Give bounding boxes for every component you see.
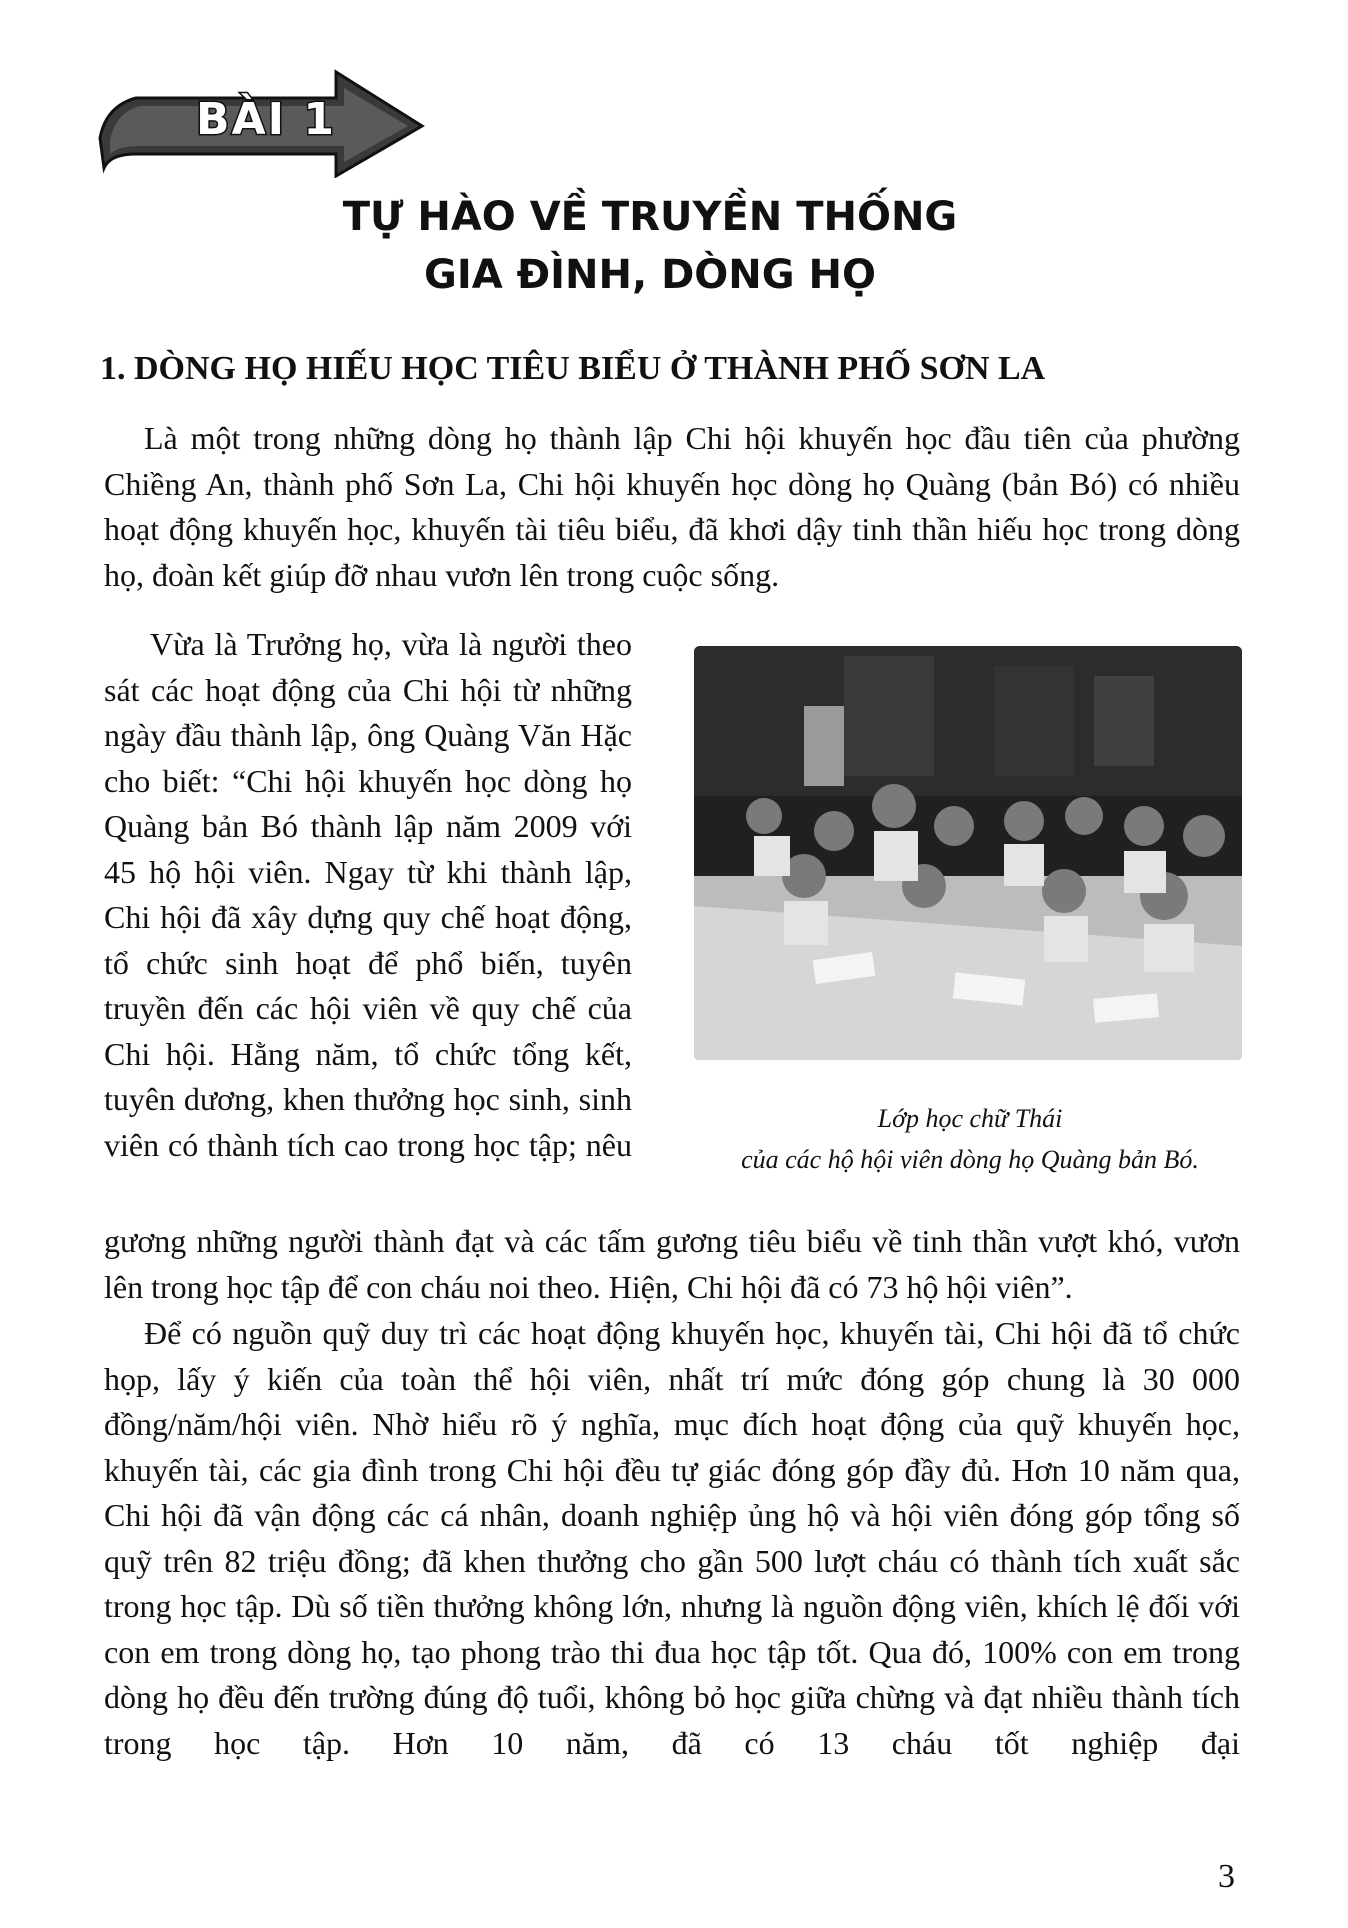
- paragraph-interview-part-1: Vừa là Trưởng họ, vừa là người theo sát các hoạt động của Chi hội từ những ngày đầu thành lập, ông Quàng Văn Hặc cho biết: “Chi hội khuyến học dòng họ Quàng bản Bó thành lập năm 2009 với 45 hộ hội viên. Ngay từ khi thành lập, Chi hội đã xây dựng quy chế hoạt động, tổ chức sinh hoạt để phổ biến, tuyên truyền đến các hội viên về quy chế của Chi hội. Hằng năm, tổ chức tổng kết, tuyên dương, khen thưởng học sinh, sinh viên có thành tích cao trong học tập; nêu: [104, 626, 632, 1163]
- class-photo: [694, 646, 1242, 1060]
- lesson-title-line-2: GIA ĐÌNH, DÒNG HỌ: [424, 252, 876, 298]
- photo-caption-line-2: của các hộ hội viên dòng họ Quàng bản Bó.: [741, 1145, 1199, 1174]
- section-heading: 1. DÒNG HỌ HIẾU HỌC TIÊU BIỂU Ở THÀNH PHỐ SƠN LA: [100, 350, 1046, 387]
- paragraph-intro: Là một trong những dòng họ thành lập Chi hội khuyến học đầu tiên của phường Chiềng An, thành phố Sơn La, Chi hội khuyến học dòng họ Quàng (bản Bó) có nhiều hoạt động khuyến học, khuyến tài tiêu biểu, đã khơi dậy tinh thần hiếu học trong dòng họ, đoàn kết giúp đỡ nhau vươn lên trong cuộc sống.: [104, 420, 1240, 593]
- paragraph-fund: Để có nguồn quỹ duy trì các hoạt động khuyến học, khuyến tài, Chi hội đã tổ chức họp, lấy ý kiến của toàn thể hội viên, nhất trí mức đóng góp chung là 30 000 đồng/năm/hội viên. Nhờ hiểu rõ ý nghĩa, mục đích hoạt động của quỹ khuyến học, khuyến tài, các gia đình trong Chi hội đều tự giác đóng góp đầy đủ. Hơn 10 năm qua, Chi hội đã vận động các cá nhân, doanh nghiệp ủng hộ và hội viên đóng góp tổng số quỹ trên 82 triệu đồng; đã khen thưởng cho gần 500 lượt cháu có thành tích xuất sắc trong học tập. Dù số tiền thưởng không lớn, nhưng là nguồn động viên, khích lệ đối với con em trong dòng họ, tạo phong trào thi đua học tập tốt. Qua đó, 100% con em trong dòng họ đều đến trường đúng độ tuổi, không bỏ học giữa chừng và đạt nhiều thành tích trong học tập. Hơn 10 năm, đã có 13 cháu tốt nghiệp đại: [104, 1315, 1240, 1761]
- page-number: 3: [1218, 1858, 1235, 1895]
- photo-caption: [700, 1098, 1240, 1180]
- lesson-banner: [96, 68, 426, 178]
- lesson-title-line-1: TỰ HÀO VỀ TRUYỀN THỐNG: [342, 194, 958, 240]
- lesson-label: BÀI 1: [196, 94, 336, 145]
- class-photo-illustration: [694, 646, 1242, 1060]
- paragraph-interview-part-2: gương những người thành đạt và các tấm gương tiêu biểu về tinh thần vượt khó, vươn lên trong học tập để con cháu noi theo. Hiện, Chi hội đã có 73 hộ hội viên”.: [104, 1223, 1240, 1305]
- photo-caption-line-1: Lớp học chữ Thái: [877, 1104, 1063, 1133]
- lesson-title: [200, 188, 1100, 304]
